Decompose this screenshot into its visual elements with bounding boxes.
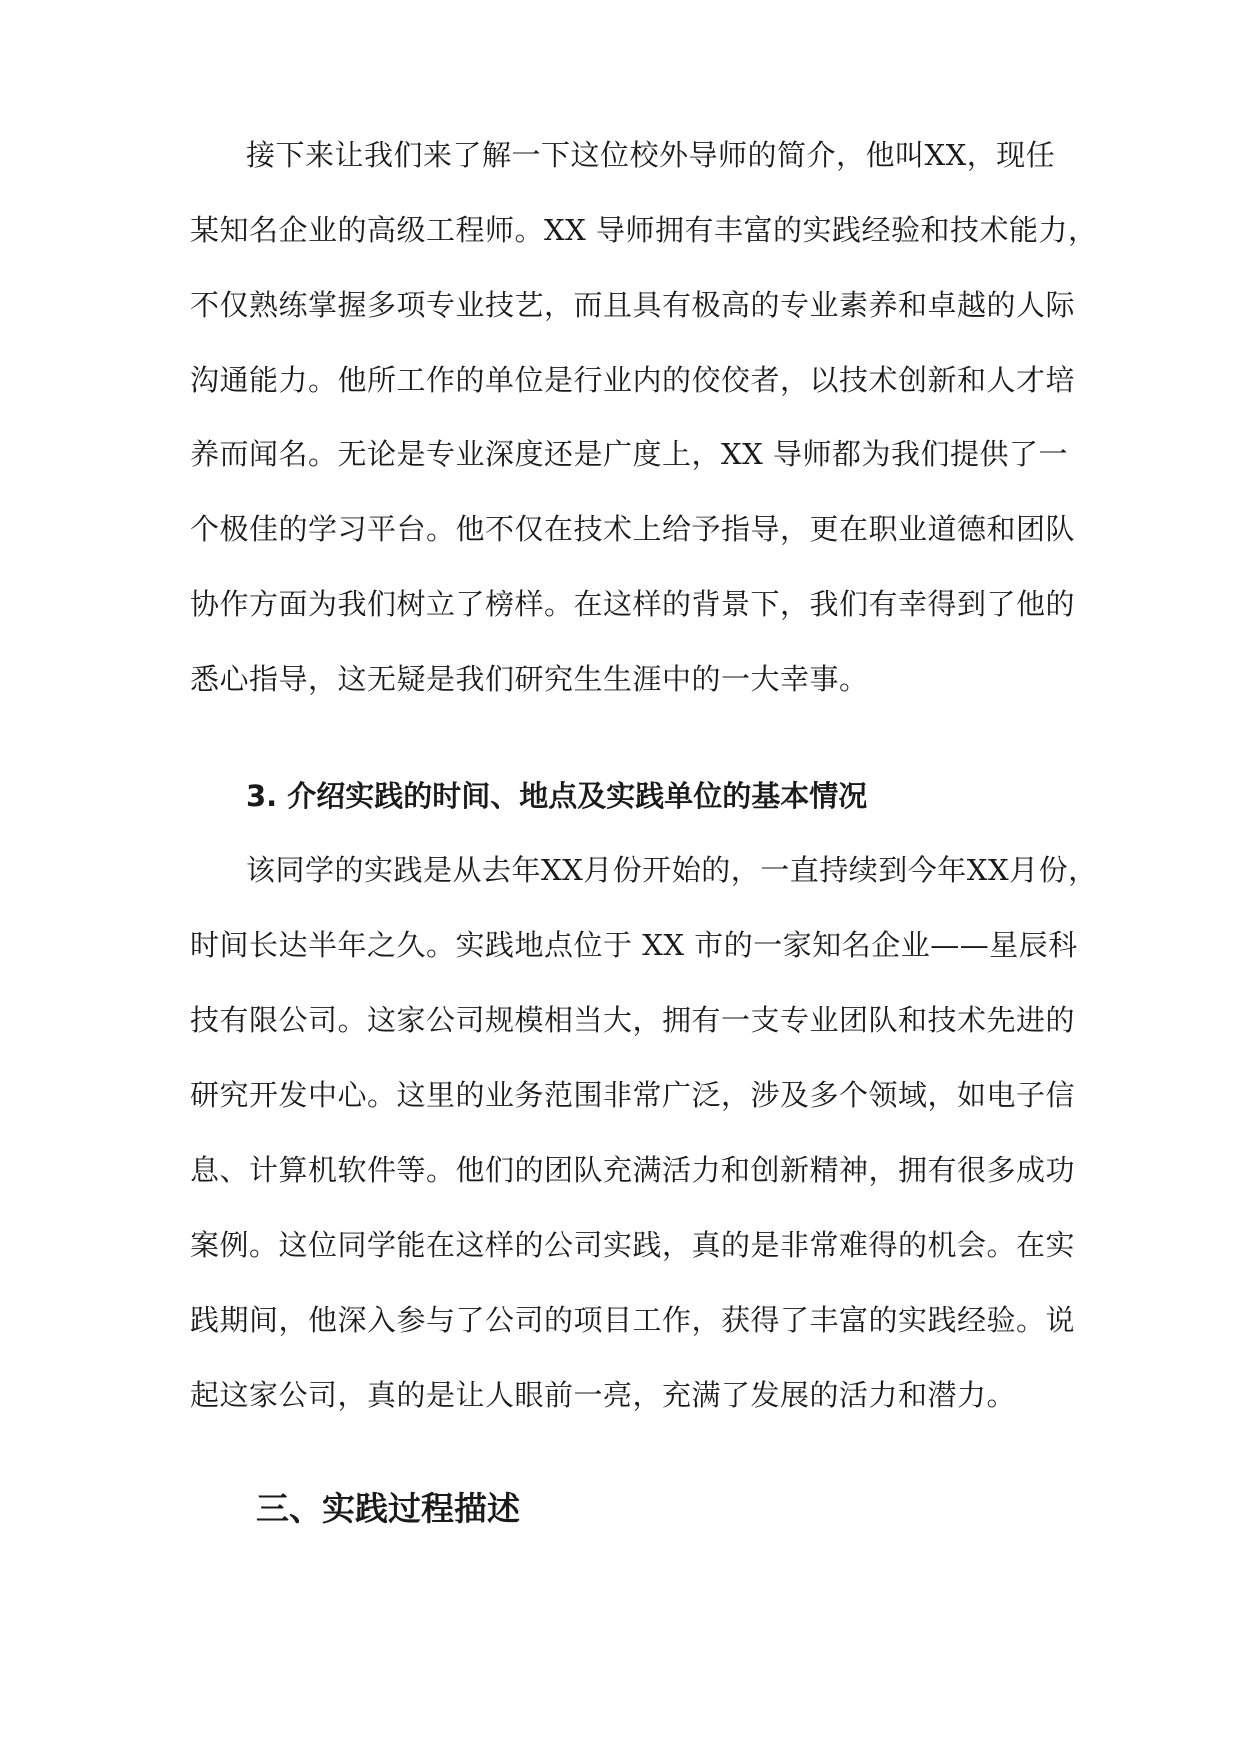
- paragraph-line: 某知名企业的高级工程师。XX 导师拥有丰富的实践经验和技术能力，: [190, 213, 1098, 247]
- paragraph-line: 技有限公司。这家公司规模相当大，拥有一支专业团队和技术先进的: [190, 1003, 1076, 1037]
- paragraph-line: 践期间，他深入参与了公司的项目工作，获得了丰富的实践经验。说: [190, 1303, 1076, 1337]
- paragraph-line: 研究开发中心。这里的业务范围非常广泛，涉及多个领域，如电子信: [190, 1078, 1076, 1112]
- paragraph-line: 悉心指导，这无疑是我们研究生生涯中的一大幸事。: [190, 662, 869, 696]
- paragraph-line: 养而闻名。无论是专业深度还是广度上，XX 导师都为我们提供了一: [190, 437, 1069, 471]
- paragraph-line: 息、计算机软件等。他们的团队充满活力和创新精神，拥有很多成功: [190, 1153, 1076, 1187]
- section-heading: 3. 介绍实践的时间、地点及实践单位的基本情况: [246, 779, 868, 813]
- paragraph-line: 接下来让我们来了解一下这位校外导师的简介，他叫XX，现任: [246, 138, 1056, 172]
- paragraph-line: 个极佳的学习平台。他不仅在技术上给予指导，更在职业道德和团队: [190, 512, 1076, 546]
- paragraph-line: 时间长达半年之久。实践地点位于 XX 市的一家知名企业——星辰科: [190, 928, 1078, 962]
- paragraph-line: 起这家公司，真的是让人眼前一亮，充满了发展的活力和潜力。: [190, 1378, 1017, 1412]
- chapter-heading: 三、实践过程描述: [256, 1489, 520, 1528]
- paragraph-line: 案例。这位同学能在这样的公司实践，真的是非常难得的机会。在实: [190, 1228, 1076, 1262]
- paragraph-line: 不仅熟练掌握多项专业技艺，而且具有极高的专业素养和卓越的人际: [190, 288, 1076, 322]
- paragraph-line: 该同学的实践是从去年XX月份开始的，一直持续到今年XX月份，: [246, 853, 1098, 887]
- paragraph-line: 沟通能力。他所工作的单位是行业内的佼佼者，以技术创新和人才培: [190, 363, 1076, 397]
- paragraph-line: 协作方面为我们树立了榜样。在这样的背景下，我们有幸得到了他的: [190, 587, 1076, 621]
